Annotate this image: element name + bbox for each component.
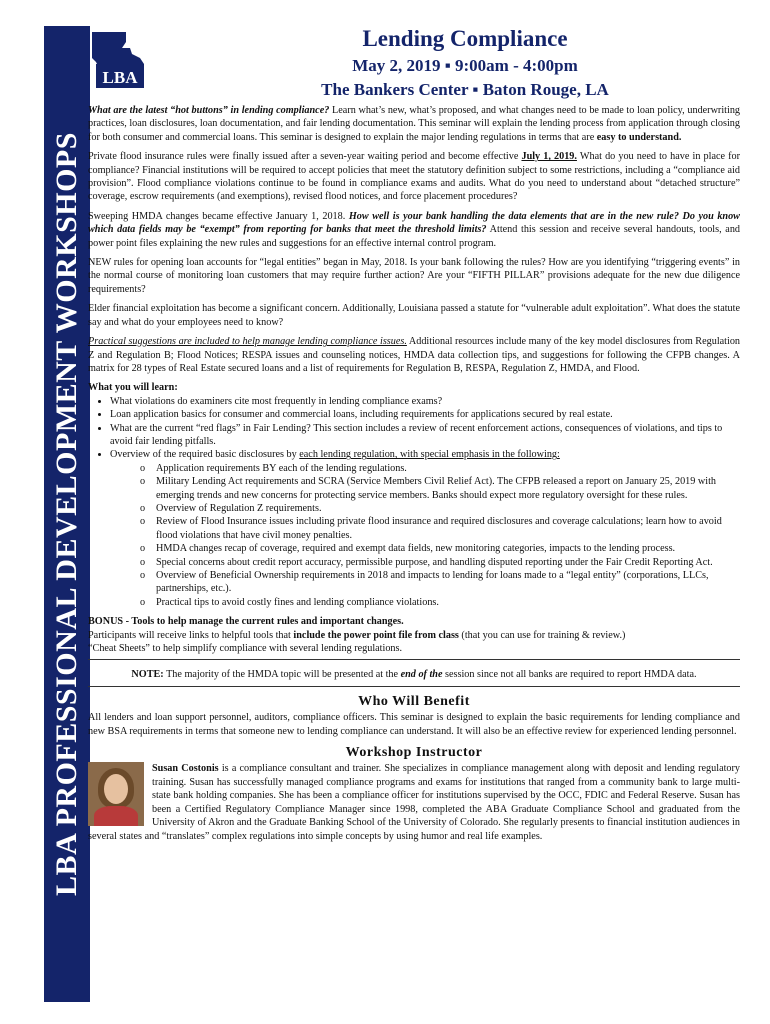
flood-text-a: Private flood insurance rules were finally issued after a seven-year waiting period and become effective <box>88 151 519 163</box>
overview-underlined: each lending regulation, with special emphasis in the following: <box>299 449 560 461</box>
flood-text-b: What do you need to have in place for compliance? Financial institutions will be required to accept policies that meet the statutory definition subject to some restrictions, including a “compliance aid provision”. Flood compliance violations continue to be found in compliance exams and audits. What do you need to understand about “detached structure” coverage, escrow requirements (and exemptions), revised flood notices, and force placement procedures? <box>88 151 741 203</box>
instructor-name: Susan Costonis <box>152 763 219 775</box>
hmda-paragraph <box>88 210 740 250</box>
bonus-section <box>88 615 740 655</box>
bonus-line-1 <box>88 629 740 642</box>
hmda-question: How well is your bank handling the data elements that are in the new rule? Do you know which data fields may be “exempt” from reporting for banks that meet the threshold limits? <box>88 210 740 236</box>
intro-paragraph <box>88 104 740 144</box>
note <box>88 668 740 681</box>
who-paragraph: All lenders and loan support personnel, auditors, compliance officers. This seminar is designed to explain the basic requirements for lending compliance and new BSA requirements in terms that someone new to lending compliance can understand. It will also be an effective review for experienced lending personnel. <box>88 712 740 737</box>
sub-list-item: o HMDA changes recap of coverage, required and exempt data fields, new monitoring categories, impacts to the lending process. <box>140 542 740 555</box>
list-item: • Loan application basics for consumer and commercial loans, including requirements for applications secured by real estate. <box>110 408 740 421</box>
list-item: • What violations do examiners cite most frequently in lending compliance exams? <box>110 395 740 408</box>
bonus-text-a: Participants will receive links to helpful tools that <box>88 629 291 641</box>
sidebar-title: LBA PROFESSIONAL DEVELOPMENT WORKSHOPS <box>50 132 83 896</box>
learn-list <box>88 395 740 610</box>
instructor-photo <box>88 762 144 826</box>
elder-paragraph: Elder financial exploitation has become a significant concern. Additionally, Louisiana passed a statute for “vulnerable adult exploitation”. What does the statute say and what do your employees need to know? <box>88 303 740 328</box>
note-text-b: session since not all banks are required to report HMDA data. <box>445 669 697 681</box>
hmda-text-b: Attend this session and receive several handouts, tools, and power point files explaining the new rules and suggestions for an effective internal control program. <box>88 224 741 249</box>
note-emphasis: end of the <box>400 669 443 681</box>
main-content <box>88 104 740 843</box>
note-text-a: The majority of the HMDA topic will be presented at the <box>166 669 399 681</box>
event-venue: The Bankers Center ▪ Baton Rouge, LA <box>321 80 609 99</box>
sidebar-banner <box>44 26 90 1002</box>
page-title: Lending Compliance <box>362 26 568 51</box>
who-heading: Who Will Benefit <box>358 693 470 709</box>
overview-text: Overview of the required basic disclosures by <box>110 449 297 461</box>
sub-list-item: o Practical tips to avoid costly fines and lending compliance violations. <box>140 596 740 609</box>
practical-emphasis: Practical suggestions are included to help manage lending compliance issues. <box>88 336 407 348</box>
intro-emphasis: easy to understand. <box>596 131 682 143</box>
instructor-bio <box>88 762 740 842</box>
learn-heading: What you will learn: <box>88 382 178 394</box>
bonus-line-2: “Cheat Sheets” to help simplify compliance with several lending regulations. <box>88 643 403 655</box>
legal-entities-paragraph: NEW rules for opening loan accounts for “legal entities” began in May, 2018. Is your bank following the rules? How are you identifying “triggering events” in the normal course of monitoring loan customers that may require further action? Are your “FIFTH PILLAR” provisions adequate for the new due diligence requirements? <box>88 257 740 295</box>
flood-paragraph <box>88 150 740 204</box>
instructor-section <box>88 762 740 842</box>
intro-question: What are the latest “hot buttons” in lending compliance? <box>88 105 330 116</box>
divider <box>88 686 740 687</box>
event-date: May 2, 2019 ▪ 9:00am - 4:00pm <box>352 56 578 75</box>
divider <box>88 659 740 660</box>
header <box>250 26 680 102</box>
intro-text: Learn what’s new, what’s proposed, and what changes need to be made to loan policy, underwriting practices, loan disclosures, loan documentation, and fair lending documentation. This seminar will explain the lending process from application through closing for both consumer and commercial loans. This seminar is designed to explain the major lending regulations in terms that are <box>88 105 741 143</box>
instructor-bio-text: is a compliance consultant and trainer. She specializes in compliance management along with deposit and lending regulatory training. Susan has successfully managed compliance programs and exams for institutions that ranged from a community bank to large multi-state bank holding companies. She has been a compliance officer for institutions supervised by the OCC, FDIC and Federal Reserve. Susan has been a Certified Regulatory Compliance Manager since 1998, completed the ABA Graduate Compliance School and graduated from the University of Akron and the Graduate Banking School of the University of Colorado. She regularly presents to financial institution audiences in several states and “translates” complex regulations into simple concepts by using humor and real life examples. <box>88 763 740 842</box>
sub-list-item: o Review of Flood Insurance issues including private flood insurance and required disclosures and coverage calculations; learn how to avoid flood violations that have civil money penalties. <box>140 515 740 542</box>
flood-date: July 1, 2019. <box>521 151 577 163</box>
instructor-heading: Workshop Instructor <box>345 745 483 761</box>
list-item <box>110 448 740 609</box>
sub-list-item: o Overview of Regulation Z requirements. <box>140 502 740 515</box>
list-item: • What are the current “red flags” in Fair Lending? This section includes a review of recent enforcement actions, consequences of violations, and tips to avoid fair lending pitfalls. <box>110 422 740 449</box>
hmda-text-a: Sweeping HMDA changes became effective January 1, 2018. <box>88 210 346 222</box>
sub-list-item: o Special concerns about credit report accuracy, permissible purpose, and handling disputed reporting under the Fair Credit Reporting Act. <box>140 556 740 569</box>
practical-paragraph <box>88 335 740 375</box>
overview-sublist <box>110 462 740 609</box>
sub-list-item: o Overview of Beneficial Ownership requirements in 2018 and impacts to lending for loans made to a “legal entity” (corporations, LLCs, partnerships, etc.). <box>140 569 740 596</box>
bonus-emphasis: include the power point file from class <box>293 629 459 641</box>
bonus-text-c: (that you can use for training & review.) <box>461 629 626 641</box>
lba-logo <box>86 28 150 90</box>
logo-text: LBA <box>102 68 138 87</box>
practical-text: Additional resources include many of the key model disclosures from Regulation Z and Regulation B; Flood Notices; RESPA issues and counseling notices, HMDA data collection tips, and suggestions for following the CFPB changes. A matrix for 28 types of Real Estate secured loans and a list of requirements for Regulation B, RESPA, Regulation Z, HMDA, and Flood. <box>88 336 741 374</box>
bonus-heading: BONUS - Tools to help manage the current rules and important changes. <box>88 616 404 628</box>
sub-list-item: o Application requirements BY each of the lending regulations. <box>140 462 740 475</box>
note-label: NOTE: <box>131 669 164 681</box>
sub-list-item: o Military Lending Act requirements and SCRA (Service Members Civil Relief Act). The CFPB released a report on January 25, 2019 with emerging trends and new concerns for protecting service members. Banks should expect more regulatory oversight for these rules. <box>140 475 740 502</box>
